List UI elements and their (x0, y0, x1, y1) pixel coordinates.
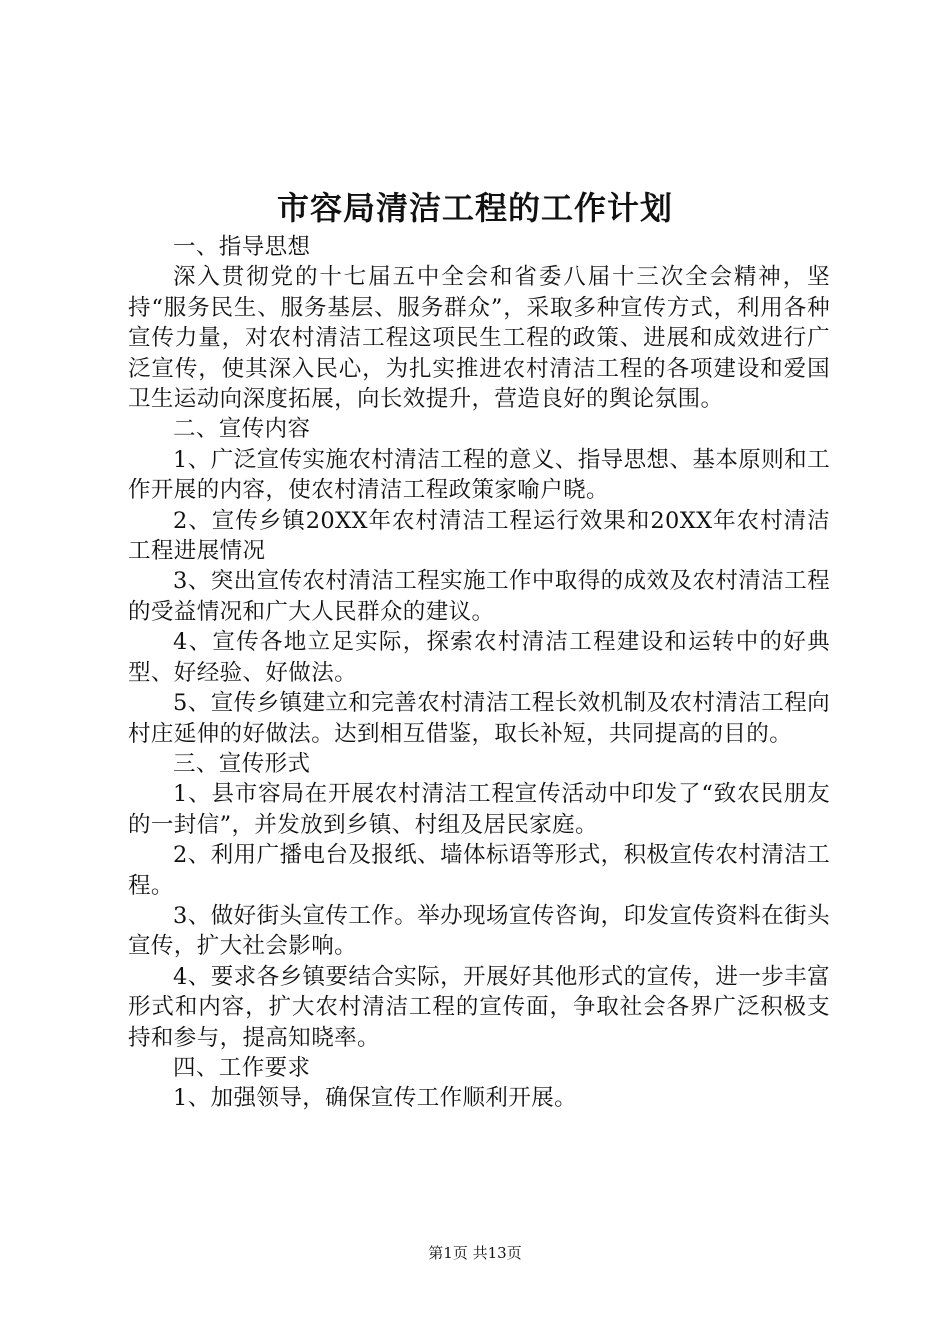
paragraph: 4、要求各乡镇要结合实际，开展好其他形式的宣传，进一步丰富形式和内容，扩大农村清洁工程的宣传面，争取社会各界广泛积极支持和参与，提高知晓率。 (128, 963, 830, 1051)
paragraph: 1、加强领导，确保宣传工作顺利开展。 (173, 1085, 578, 1112)
paragraph: 3、做好街头宣传工作。举办现场宣传咨询，印发宣传资料在街头宣传，扩大社会影响。 (128, 902, 830, 960)
paragraph: 2、利用广播电台及报纸、墙体标语等形式，积极宣传农村清洁工程。 (128, 842, 830, 899)
section-heading-work-requirements: 四、工作要求 (173, 1054, 311, 1081)
paragraph: 1、县市容局在开展农村清洁工程宣传活动中印发了“致农民朋友的一封信”，并发放到乡镇、村组及居民家庭。 (128, 781, 830, 838)
paragraph: 2、宣传乡镇20XX年农村清洁工程运行效果和20XX年农村清洁工程进展情况 (128, 507, 830, 565)
paragraph: 1、广泛宣传实施农村清洁工程的意义、指导思想、基本原则和工作开展的内容，使农村清洁工程政策家喻户晓。 (128, 446, 830, 504)
paragraph: 5、宣传乡镇建立和完善农村清洁工程长效机制及农村清洁工程向村庄延伸的好做法。达到相互借鉴，取长补短，共同提高的目的。 (128, 690, 830, 747)
paragraph: 4、宣传各地立足实际，探索农村清洁工程建设和运转中的好典型、好经验、好做法。 (128, 629, 830, 686)
paragraph: 深入贯彻党的十七届五中全会和省委八届十三次全会精神，坚持“服务民生、服务基层、服务群众”，采取多种宣传方式，利用各种宣传力量，对农村清洁工程这项民生工程的政策、进展和成效进行广泛宣传，使其深入民心，为扎实推进农村清洁工程的各项建设和爱国卫生运动向深度拓展，向长效提升，营造良好的舆论氛围。 (128, 264, 830, 413)
paragraph: 3、突出宣传农村清洁工程实施工作中取得的成效及农村清洁工程的受益情况和广大人民群众的建议。 (128, 568, 830, 625)
page-number-footer: 第1页 共13页 (428, 1244, 522, 1262)
section-heading-guiding-ideology: 一、指导思想 (173, 234, 311, 260)
document-body (128, 232, 830, 1114)
section-heading-publicity-content: 二、宣传内容 (173, 416, 311, 443)
document-title: 市容局清洁工程的工作计划 (276, 189, 673, 227)
section-heading-publicity-forms: 三、宣传形式 (173, 750, 311, 777)
